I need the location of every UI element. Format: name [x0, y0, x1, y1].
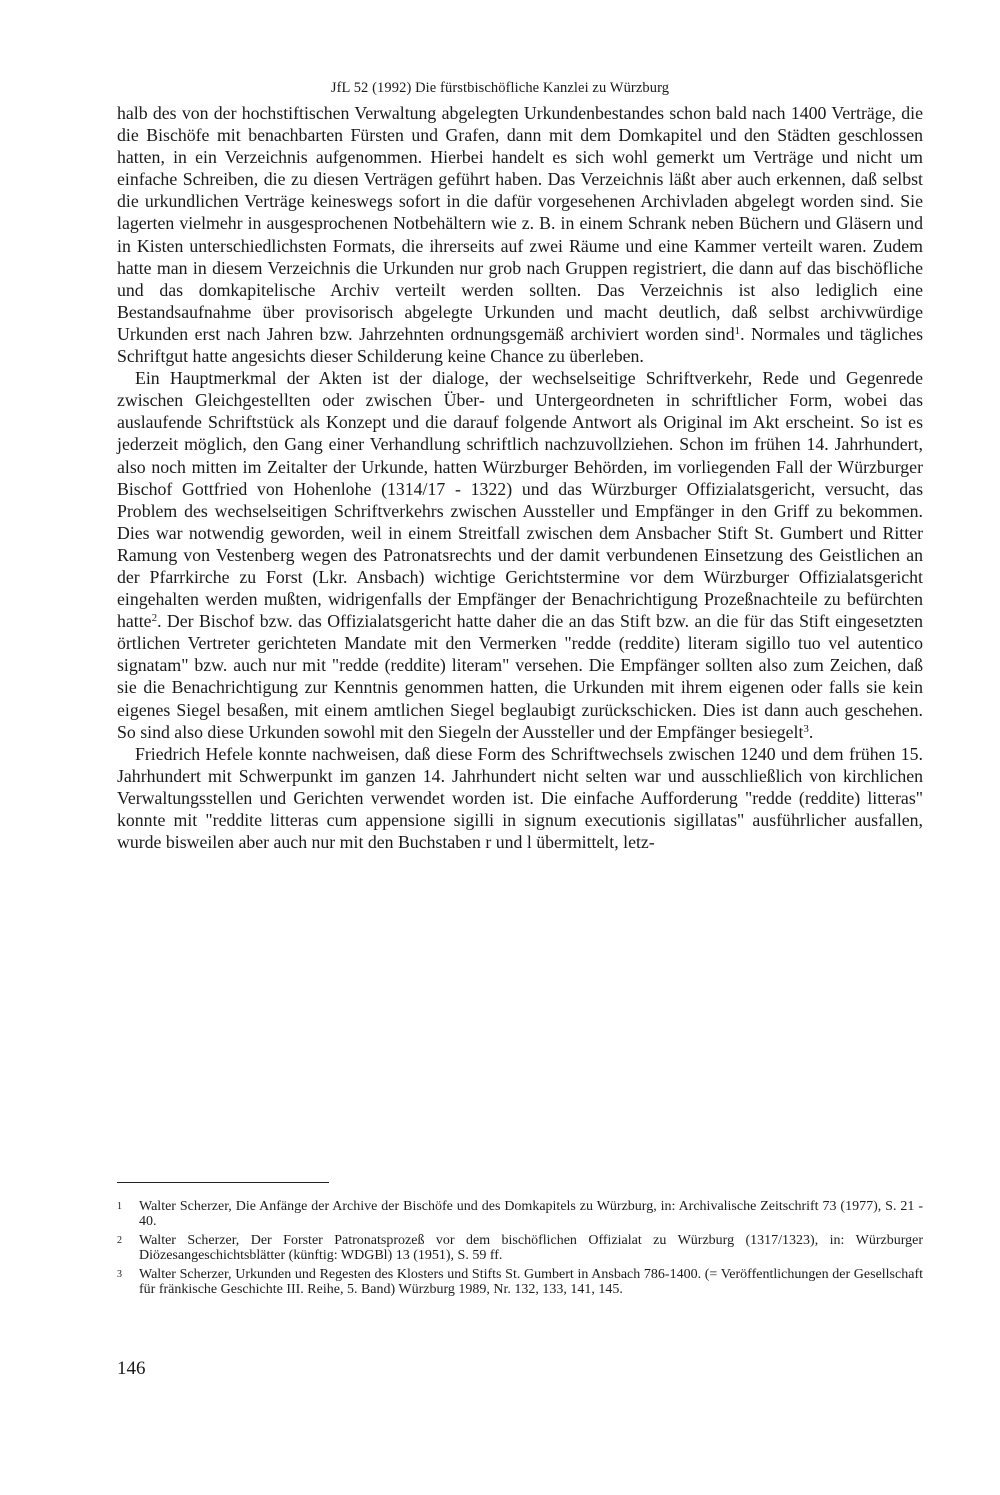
paragraph-2-tail: .: [808, 721, 814, 742]
paragraph-2-mid: . Der Bischof bzw. das Offizialatsgericht hatte daher die an das Stift bzw. an die für das Stift eingesetzten örtlichen Vertreter gerichteten Mandate mit den Vermerken "redde (reddite) literam sigillo tuo vel autentico signatam" bzw. auch nur mit "redde (reddite) literam" versehen. Die Empfänger sollten also zum Zeichen, daß sie die Benachrichtigung zur Kenntnis genommen hatten, die Urkunden mit ihrem eigenen oder falls sie kein eigenes Siegel besaßen, mit einem amtlichen Siegel beglaubigt zurückschicken. Dies ist dann auch geschehen. So sind also diese Urkunden sowohl mit den Siegeln der Aussteller und der Empfänger besiegelt: [117, 611, 923, 742]
footnote-ref-3: 3: [803, 722, 809, 735]
paragraph-2-text: Ein Hauptmerkmal der Akten ist der dialoge, der wechselseitige Schriftverkehr, Rede und Gegenrede zwischen Gleichgestellten oder zwischen Über- und Untergeordneten in schriftlicher Form, wobei das auslaufende Schriftstück als Konzept und die darauf folgende Antwort als Original im Akt erscheint. So ist es jederzeit möglich, den Gang einer Verhandlung schriftlich nachzuvollziehen. Schon im frühen 14. Jahrhundert, also noch mitten im Zeitalter der Urkunde, hatten Würzburger Behörden, im vorliegenden Fall der Würzburger Bischof Gottfried von Hohenlohe (1314/17 - 1322) und das Würzburger Offizialatsgericht, versucht, das Problem des wechselseitigen Schriftverkehrs zwischen Aussteller und Empfänger in den Griff zu bekommen. Dies war notwendig geworden, weil in einem Streitfall zwischen dem Ansbacher Stift St. Gumbert und Ritter Ramung von Vestenberg wegen des Patronatsrechts und der damit verbundenen Einsetzung des Geistlichen an der Pfarrkirche zu Forst (Lkr. Ansbach) wichtige Gerichtstermine vor dem Würzburger Offizialatsgericht eingehalten werden mußten, widrigenfalls der Empfänger der Benachrichtigung Prozeßnachteile zu befürchten hatte: [117, 368, 923, 632]
footnote: [117, 1233, 923, 1264]
footnote-ref-1: 1: [734, 324, 741, 337]
paragraph-1-text: halb des von der hochstiftischen Verwaltung abgelegten Urkundenbestandes schon bald nach 1400 Verträge, die die Bischöfe mit benachbarten Fürsten und Grafen, dann mit dem Domkapitel und den Städten geschlossen hatten, in ein Verzeichnis aufgenommen. Hierbei handelt es sich wohl gemerkt um Verträge und nicht um einfache Schreiben, die zu diesen Verträgen geführt haben. Das Verzeichnis läßt aber auch erkennen, daß selbst die urkundlichen Verträge keineswegs sofort in die dafür vorgesehenen Archivladen abgelegt worden sind. Sie lagerten vielmehr in ausgesprochenen Notbehältern wie z. B. in einem Schrank neben Büchern und Gläsern und in Kisten unterschiedlichsten Formats, die ihrerseits auf zwei Räume und eine Kammer verteilt waren. Zudem hatte man in diesem Verzeichnis die Urkunden nur grob nach Gruppen registriert, die dann auf das bischöfliche und das domkapitelische Archiv verteilt werden sollten. Das Verzeichnis ist also lediglich eine Bestandsaufnahme über provisorisch abgelegte Urkunden und macht deutlich, daß selbst archivwürdige Urkunden erst nach Jahren bzw. Jahrzehnten ordnungsgemäß archiviert worden sind: [117, 103, 923, 344]
paragraph-3: [117, 743, 923, 853]
footnote-separator: [117, 1182, 329, 1183]
footnotes: [117, 1199, 923, 1300]
paragraph-1: [117, 102, 923, 367]
footnote: [117, 1267, 923, 1298]
paragraph-2: [117, 367, 923, 743]
paragraph-1-tail: . Normales und tägliches Schriftgut hatte angesichts dieser Schilderung keine Chance zu überleben.: [117, 323, 924, 367]
footnote-number: 3: [117, 1268, 122, 1280]
running-head: JfL 52 (1992) Die fürstbischöfliche Kanzlei zu Würzburg: [330, 80, 670, 96]
footnote-ref-2: 2: [151, 612, 158, 625]
page-number: 146: [117, 1358, 146, 1379]
footnote-number: 2: [117, 1234, 122, 1246]
footnote-number: 1: [117, 1201, 122, 1212]
footnote: [117, 1199, 923, 1230]
footnote-text: Walter Scherzer, Der Forster Patronatsprozeß vor dem bischöflichen Offizialat zu Würzburg (1317/1323), in: Würzburger Diözesangeschichtsblätter (künftig: WDGBl) 13 (1951), S. 59 ff.: [139, 1232, 923, 1264]
footnote-text: Walter Scherzer, Urkunden und Regesten des Klosters und Stifts St. Gumbert in Ansbach 786-1400. (= Veröffentlichungen der Gesellschaft für fränkische Geschichte III. Reihe, 5. Band) Würzburg 1989, Nr. 132, 133, 141, 145.: [139, 1266, 923, 1298]
paragraph-3-text: Friedrich Hefele konnte nachweisen, daß diese Form des Schriftwechsels zwischen 1240 und dem frühen 15. Jahrhundert mit Schwerpunkt im ganzen 14. Jahrhundert nicht selten war und ausschließlich von kirchlichen Verwaltungsstellen und Gerichten verwendet worden ist. Die einfache Aufforderung "redde (reddite) litteras" konnte mit "reddite litteras cum appensione sigilli in signum executionis sigillatas" ausführlicher ausfallen, wurde bisweilen aber auch nur mit den Buchstaben r und l übermittelt, letz-: [117, 743, 923, 853]
footnote-text: Walter Scherzer, Die Anfänge der Archive der Bischöfe und des Domkapitels zu Würzburg, in: Archivalische Zeitschrift 73 (1977), S. 21 - 40.: [139, 1199, 923, 1230]
body-text: [117, 102, 923, 853]
